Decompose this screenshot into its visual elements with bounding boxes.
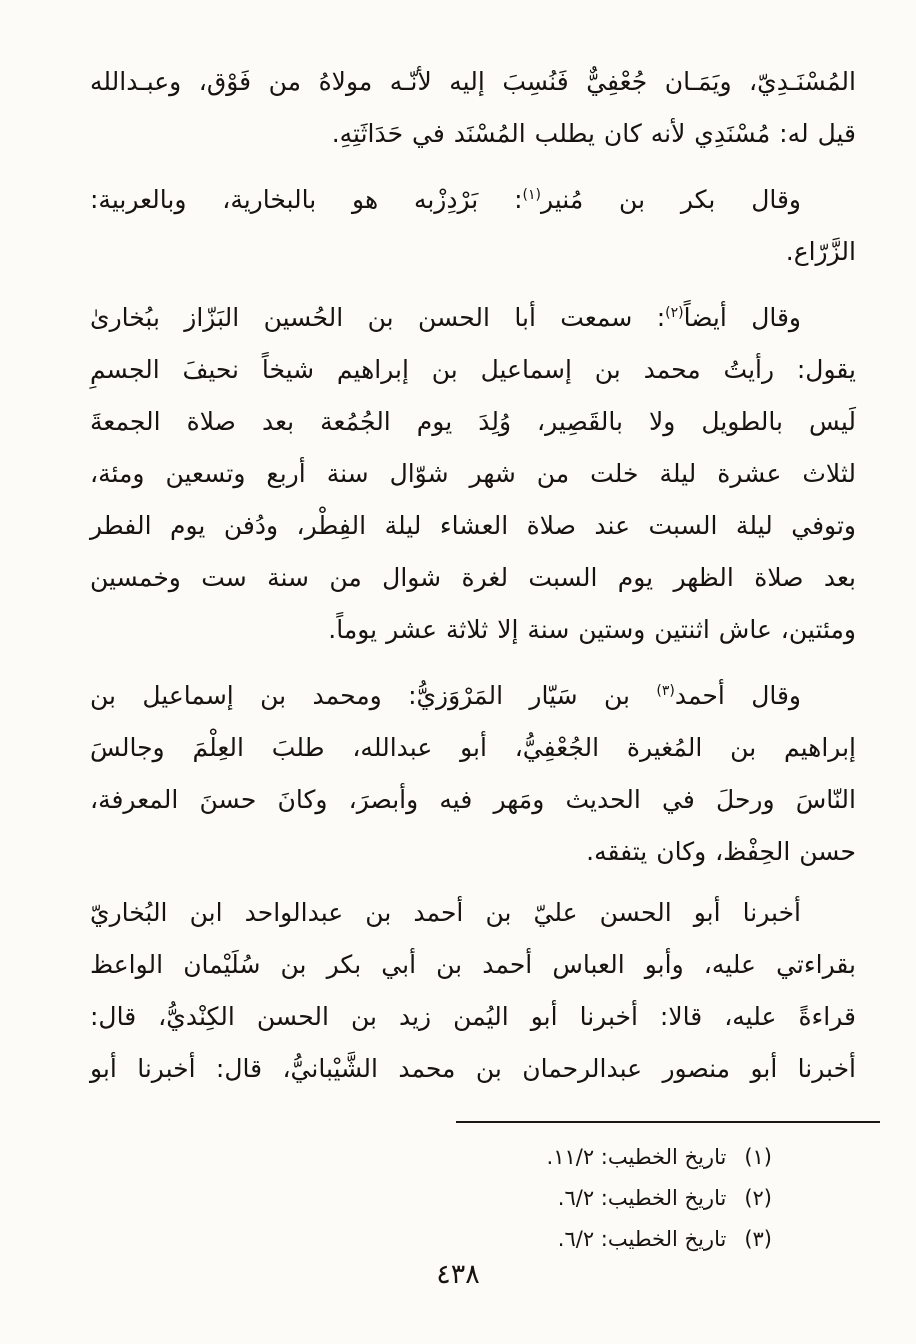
text-segment: النّاسَ ورحلَ في الحديث ومَهر فيه وأبصرَ، وكانَ حسنَ المعرفة، <box>90 785 856 814</box>
text-segment: الزَّرّاع. <box>785 237 856 266</box>
text-line <box>90 826 856 878</box>
paragraph <box>90 287 856 656</box>
text-segment: يقول: رأيتُ محمد بن إسماعيل بن إبراهيم شيخاً نحيفَ الجسمِ <box>90 355 856 384</box>
text-segment: قراءةً عليه، قالا: أخبرنا أبو اليُمن زيد بن الحسن الكِنْديُّ، قال: <box>90 1002 856 1031</box>
footnote-text: تاريخ الخطيب: ٦/٢. <box>557 1186 727 1210</box>
text-segment: حسن الحِفْظ، وكان يتفقه. <box>586 837 856 866</box>
footnote-marker: (٣) <box>656 683 675 699</box>
text-segment: لثلاث عشرة ليلة خلت من شهر شوّال سنة أربع وتسعين ومئة، <box>90 459 856 488</box>
paragraph <box>90 887 856 1095</box>
paragraph <box>90 56 856 160</box>
text-line <box>90 56 856 108</box>
paragraph <box>90 665 856 878</box>
text-segment: وتوفي ليلة السبت عند صلاة العشاء ليلة الفِطْر، ودُفن يوم الفطر <box>90 511 856 540</box>
footnote-number: (٣) <box>744 1227 772 1251</box>
text-line <box>90 108 856 160</box>
footnote-text: تاريخ الخطيب: ٦/٢. <box>557 1227 727 1251</box>
text-segment: قيل له: مُسْنَدِي لأنه كان يطلب المُسْنَد في حَدَاثَتِهِ. <box>331 119 856 148</box>
text-segment: المُسْنَـدِيّ، ويَمَـان جُعْفِيٌّ فَنُسِبَ إليه لأنّـه مولاهُ من فَوْق، وعبـدالله <box>90 67 856 96</box>
footnote-number: (٢) <box>744 1186 772 1210</box>
footnote-item <box>0 1137 772 1178</box>
text-line <box>90 226 856 278</box>
text-line <box>90 991 856 1043</box>
text-line <box>90 665 856 722</box>
text-segment: لَيس بالطويل ولا بالقَصِير، وُلِدَ يوم الجُمُعة بعد صلاة الجمعةَ <box>90 407 856 436</box>
footnote-list <box>0 1123 880 1260</box>
text-line <box>90 448 856 500</box>
footnote-marker: (١) <box>522 187 541 203</box>
text-line <box>90 344 856 396</box>
text-segment: وقال بكر بن مُنير <box>540 185 801 214</box>
text-line <box>90 604 856 656</box>
text-segment: : سمعت أبا الحسن بن الحُسين البَزّاز ببُخارىٰ <box>90 303 666 332</box>
text-segment: وقال أحمد <box>674 681 801 710</box>
text-line <box>90 887 856 939</box>
text-line <box>90 396 856 448</box>
text-line <box>90 552 856 604</box>
text-line <box>90 1043 856 1095</box>
text-segment: وقال أيضاً <box>683 303 802 332</box>
footnote-item <box>0 1178 772 1219</box>
text-segment: : بَرْدِزْبه هو بالبخارية، وبالعربية: <box>90 185 523 214</box>
page-number: ٤٣٨ <box>436 1259 480 1290</box>
text-segment: ومئتين، عاش اثنتين وستين سنة إلا ثلاثة عشر يوماً. <box>328 615 856 644</box>
text-line <box>90 722 856 774</box>
text-segment: بقراءتي عليه، وأبو العباس أحمد بن أبي بكر بن سُلَيْمان الواعظ <box>90 950 856 979</box>
text-segment: بعد صلاة الظهر يوم السبت لغرة شوال من سنة ست وخمسين <box>90 563 856 592</box>
paragraph <box>90 169 856 278</box>
text-segment: أخبرنا أبو منصور عبدالرحمان بن محمد الشَّيْبانيُّ، قال: أخبرنا أبو <box>90 1054 856 1083</box>
footnote-number: (١) <box>744 1145 772 1169</box>
footnote-marker: (٢) <box>665 305 684 321</box>
text-segment: بن سَيّار المَرْوَزيُّ: ومحمد بن إسماعيل بن <box>90 681 657 710</box>
text-line <box>90 500 856 552</box>
footnote-section <box>0 1121 916 1260</box>
text-segment: إبراهيم بن المُغيرة الجُعْفِيُّ، أبو عبدالله، طلبَ العِلْمَ وجالسَ <box>90 733 856 762</box>
footnote-text: تاريخ الخطيب: ١١/٢. <box>546 1145 727 1169</box>
text-line <box>90 939 856 991</box>
text-line <box>90 287 856 344</box>
text-segment: أخبرنا أبو الحسن عليّ بن أحمد بن عبدالواحد ابن البُخاريّ <box>90 898 801 927</box>
footnote-item <box>0 1219 772 1260</box>
text-line <box>90 169 856 226</box>
text-line <box>90 774 856 826</box>
